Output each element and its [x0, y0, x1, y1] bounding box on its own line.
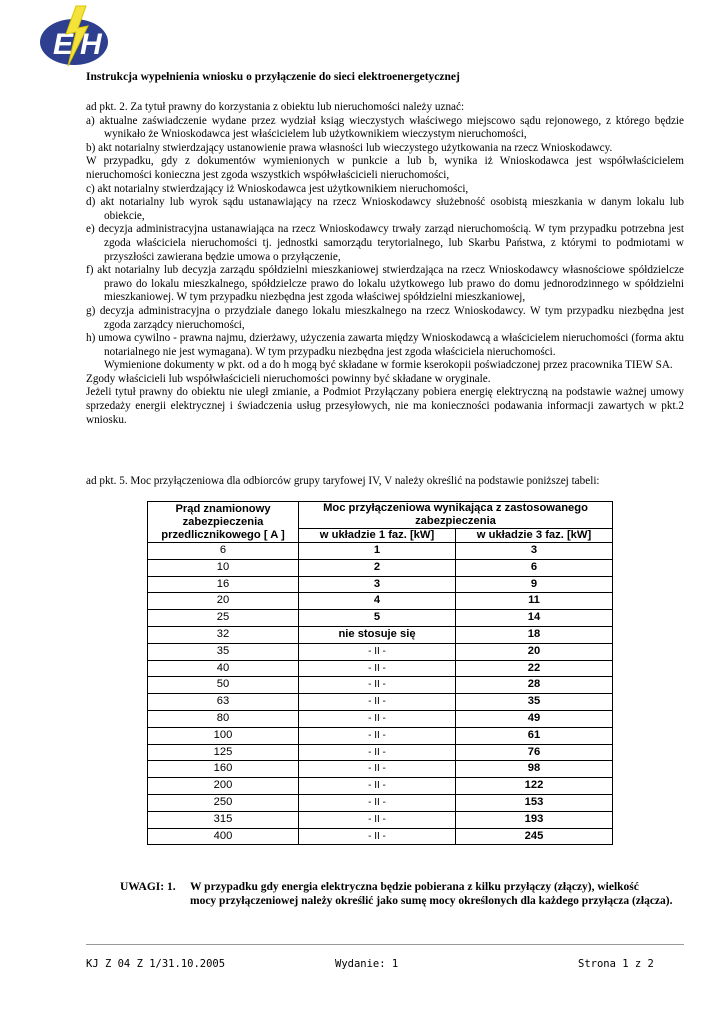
cell-3-phase: 193 — [456, 811, 613, 828]
footer-divider — [86, 944, 684, 945]
cell-current: 25 — [148, 610, 299, 627]
table-row — [148, 660, 613, 677]
cell-current: 100 — [148, 727, 299, 744]
cell-current: 160 — [148, 761, 299, 778]
pkt2-item-g: g) decyzja administracyjna o przydziale danego lokalu mieszkalnego na rzecz Wnioskodawcy. W tym przypadku niezbędna jest zgoda zarządcy nieruchomości, — [86, 304, 684, 331]
table-row — [148, 626, 613, 643]
pkt2-item-f: f) akt notarialny lub decyzja zarządu spółdzielni mieszkaniowej stwierdzająca na rzecz Wnioskodawcy własnościowe spółdzielcze prawo do lokalu mieszkalnego, spółdzielcze prawo do lokalu użytkowego lub prawo do domu jednorodzinnego w spółdzielni mieszkaniowej. W tym przypadku niezbędna jest zgoda właściwej spółdzielni mieszkaniowej, — [86, 264, 684, 304]
table-row — [148, 778, 613, 795]
cell-3-phase: 3 — [456, 543, 613, 560]
cell-3-phase: 122 — [456, 778, 613, 795]
cell-1-phase: 3 — [299, 576, 456, 593]
cell-3-phase: 28 — [456, 677, 613, 694]
cell-current: 50 — [148, 677, 299, 694]
cell-current: 400 — [148, 828, 299, 845]
cell-1-phase: - II - — [299, 744, 456, 761]
cell-1-phase: 5 — [299, 610, 456, 627]
cell-1-phase: nie stosuje się — [299, 626, 456, 643]
footer-page: Strona 1 z 2 — [578, 958, 654, 970]
cell-current: 40 — [148, 660, 299, 677]
pkt2-note-originals: Zgody właścicieli lub współwłaścicieli nieruchomości powinny być składane w oryginale. — [86, 372, 491, 385]
cell-current: 315 — [148, 811, 299, 828]
table-row — [148, 794, 613, 811]
cell-1-phase: - II - — [299, 778, 456, 795]
cell-1-phase: 2 — [299, 559, 456, 576]
header-current: Prąd znamionowy zabezpieczenia przedlicznikowego [ A ] — [148, 502, 299, 543]
table-row — [148, 677, 613, 694]
cell-current: 6 — [148, 543, 299, 560]
cell-3-phase: 14 — [456, 610, 613, 627]
table-row — [148, 811, 613, 828]
cell-1-phase: - II - — [299, 660, 456, 677]
pkt2-note-ab: W przypadku, gdy z dokumentów wymienionych w punkcie a lub b, wynika iż Wnioskodawca jest współwłaścicielem nieruchomości konieczna jest zgoda wszystkich współwłaścicieli nieruchomości, — [86, 155, 684, 181]
cell-3-phase: 76 — [456, 744, 613, 761]
cell-current: 20 — [148, 593, 299, 610]
pkt2-item-e: e) decyzja administracyjna ustanawiająca na rzecz Wnioskodawcy trwały zarząd nieruchomością. W tym przypadku potrzebna jest zgoda właściciela nieruchomości tj. jednostki samorządu terytorialnego, lub Skarbu Państwa, z którymi to podmiotami w przyszłości zawierana będzie umowa o przyłączenie, — [86, 223, 684, 263]
pkt5-intro: ad pkt. 5. Moc przyłączeniowa dla odbiorców grupy taryfowej IV, V należy określić na podstawie poniższej tabeli: — [86, 475, 600, 487]
table-row — [148, 593, 613, 610]
cell-3-phase: 35 — [456, 694, 613, 711]
table-row — [148, 761, 613, 778]
cell-current: 250 — [148, 794, 299, 811]
cell-1-phase: - II - — [299, 761, 456, 778]
cell-1-phase: - II - — [299, 677, 456, 694]
cell-1-phase: - II - — [299, 828, 456, 845]
cell-1-phase: 4 — [299, 593, 456, 610]
table-row — [148, 576, 613, 593]
cell-current: 63 — [148, 694, 299, 711]
pkt2-item-c: c) akt notarialny stwierdzający iż Wnioskodawca jest użytkownikiem nieruchomości, — [86, 182, 469, 195]
cell-3-phase: 6 — [456, 559, 613, 576]
cell-1-phase: - II - — [299, 694, 456, 711]
cell-current: 125 — [148, 744, 299, 761]
cell-1-phase: - II - — [299, 710, 456, 727]
eh-logo-icon — [36, 4, 112, 68]
cell-3-phase: 20 — [456, 643, 613, 660]
cell-current: 35 — [148, 643, 299, 660]
cell-3-phase: 11 — [456, 593, 613, 610]
document-title: Instrukcja wypełnienia wniosku o przyłączenie do sieci elektroenergetycznej — [86, 71, 460, 83]
table-row — [148, 710, 613, 727]
table-row — [148, 559, 613, 576]
pkt2-item-h: h) umowa cywilno - prawna najmu, dzierżawy, użyczenia zawarta między Wnioskodawcą a właścicielem nieruchomości (forma aktu notarialnego nie jest wymagana). W tym przypadku niezbędna jest zgoda właściciela nieruchomości. — [86, 332, 684, 358]
pkt2-item-a: a) aktualne zaświadczenie wydane przez wydział ksiąg wieczystych właściwego miejscowo sądu rejonowego, z którego będzie wynikało że Wnioskodawca jest właścicielem lub użytkownikiem wieczystym nieruchomości, — [86, 114, 684, 141]
power-table-body — [148, 543, 613, 845]
cell-current: 32 — [148, 626, 299, 643]
table-row — [148, 694, 613, 711]
pkt2-note-copies: Wymienione dokumenty w pkt. od a do h mogą być składane w formie kserokopii poświadczonej przez pracownika TIEW SA. — [104, 359, 673, 372]
pkt2-intro: ad pkt. 2. Za tytuł prawny do korzystania z obiektu lub nieruchomości należy uznać: — [86, 101, 465, 113]
footer-doc-code: KJ Z 04 Z 1/31.10.2005 — [86, 958, 226, 970]
cell-current: 10 — [148, 559, 299, 576]
cell-1-phase: - II - — [299, 794, 456, 811]
svg-text:E: E — [53, 28, 74, 61]
table-row — [148, 610, 613, 627]
cell-1-phase: 1 — [299, 543, 456, 560]
table-row — [148, 543, 613, 560]
cell-1-phase: - II - — [299, 643, 456, 660]
section-pkt2 — [86, 101, 684, 427]
table-row — [148, 828, 613, 845]
table-row — [148, 643, 613, 660]
cell-3-phase: 9 — [456, 576, 613, 593]
notes-text-rest: mocy przyłączeniowej należy określić jako sumę mocy określonych dla każdego przyłącza (złącza). — [190, 895, 673, 907]
notes-text-first: W przypadku gdy energia elektryczna będzie pobierana z kilku przyłączy (złączy), wielkość — [190, 881, 639, 893]
cell-3-phase: 22 — [456, 660, 613, 677]
cell-3-phase: 153 — [456, 794, 613, 811]
cell-3-phase: 245 — [456, 828, 613, 845]
cell-current: 200 — [148, 778, 299, 795]
cell-current: 80 — [148, 710, 299, 727]
pkt2-note-unchanged: Jeżeli tytuł prawny do obiektu nie uległ zmianie, a Podmiot Przyłączany pobiera energię elektryczną na podstawie ważnej umowy sprzedaży energii elektrycznej i świadczenia usług przesyłowych, nie ma konieczności podawania informacji zawartych w pkt.2 wniosku. — [86, 386, 684, 426]
power-table — [147, 501, 613, 845]
cell-1-phase: - II - — [299, 727, 456, 744]
table-row — [148, 744, 613, 761]
header-3-phase: w układzie 3 faz. [kW] — [456, 529, 613, 543]
cell-1-phase: - II - — [299, 811, 456, 828]
svg-text:H: H — [80, 28, 102, 61]
cell-current: 16 — [148, 576, 299, 593]
cell-3-phase: 98 — [456, 761, 613, 778]
header-power: Moc przyłączeniowa wynikająca z zastosowanego zabezpieczenia — [299, 502, 613, 529]
notes-label: UWAGI: 1. — [120, 881, 176, 893]
cell-3-phase: 18 — [456, 626, 613, 643]
table-row — [148, 727, 613, 744]
notes-block — [120, 880, 682, 908]
footer-edition: Wydanie: 1 — [335, 958, 399, 970]
cell-3-phase: 49 — [456, 710, 613, 727]
header-1-phase: w układzie 1 faz. [kW] — [299, 529, 456, 543]
pkt2-item-b: b) akt notarialny stwierdzający ustanowienie prawa własności lub wieczystego użytkowania na rzecz Wnioskodawcy. — [86, 141, 613, 154]
cell-3-phase: 61 — [456, 727, 613, 744]
pkt2-item-d: d) akt notarialny lub wyrok sądu ustanawiający na rzecz Wnioskodawcy służebność osobistą mieszkania w danym lokalu lub obiekcie, — [86, 196, 684, 222]
